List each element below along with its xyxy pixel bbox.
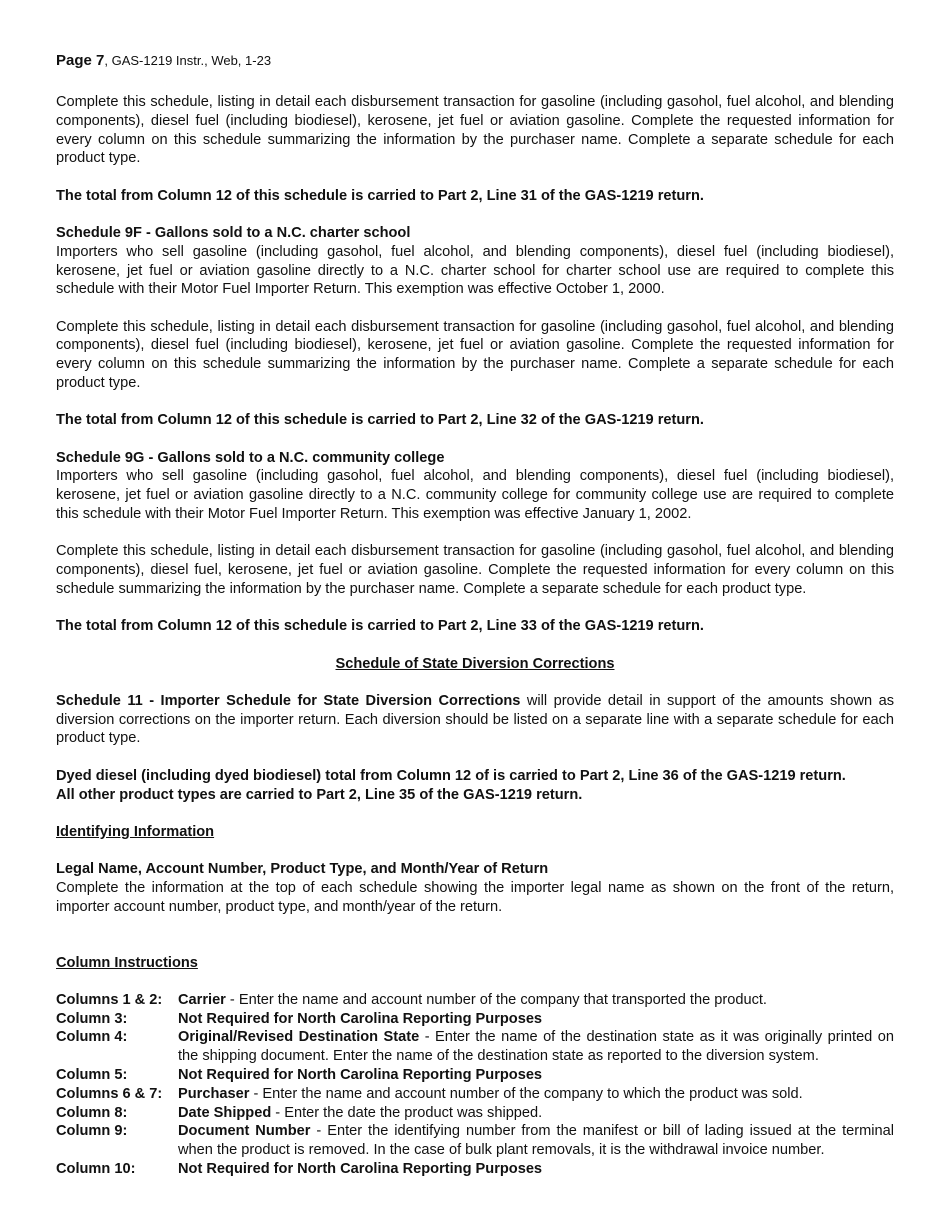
column-instructions-heading: Column Instructions bbox=[56, 954, 198, 971]
column-row: Column 10: Not Required for North Carolina Reporting Purposes bbox=[56, 1160, 543, 1177]
column-row: Columns 6 & 7: Purchaser - Enter the name and account number of the company to which the product was sold. bbox=[56, 1085, 803, 1102]
diversion-heading: Schedule of State Diversion Corrections bbox=[335, 655, 615, 672]
other-products-total: All other product types are carried to Part 2, Line 35 of the GAS-1219 return. bbox=[56, 786, 583, 803]
column-row: Column 9: Document Number - Enter the identifying number from the manifest or bill of lading issued at the terminal when the product is removed. In the case of bulk plant removals, it is the withdrawal invoice number. bbox=[56, 1123, 895, 1159]
schedule-11-title: Schedule 11 - Importer Schedule for State Diversion Corrections bbox=[56, 692, 521, 709]
column-row: Column 3: Not Required for North Carolina Reporting Purposes bbox=[56, 1010, 543, 1027]
schedule-9g-complete: Complete this schedule, listing in detail each disbursement transaction for gasoline (including gasohol, fuel alcohol, and blending components), diesel fuel, kerosene, jet fuel or aviation gasoline. Complete the requested information for every column on this schedule summarizing the information by the purchaser name. Complete a separate schedule for each product type. bbox=[56, 543, 894, 597]
identifying-body: Complete the information at the top of each schedule showing the importer legal name as shown on the front of the return, importer account number, product type, and month/year of the return. bbox=[56, 879, 894, 915]
schedule-9g-body: Importers who sell gasoline (including gasohol, fuel alcohol, and blending components), diesel fuel (including biodiesel), kerosene, jet fuel or aviation gasoline directly to a N.C. community college for community college use are required to complete this schedule with their Motor Fuel Importer Return. This exemption was effective January 1, 2002. bbox=[56, 468, 894, 523]
schedule-9g-title: Schedule 9G - Gallons sold to a N.C. community college bbox=[56, 449, 445, 466]
schedule-intro-paragraph: Complete this schedule, listing in detail each disbursement transaction for gasoline (including gasohol, fuel alcohol, and blending components), diesel fuel (including biodiesel), kerosene, jet fuel or aviation gasoline. Complete the requested information for every column on this schedule summarizing the information by the purchaser name. Complete a separate schedule for each product type. bbox=[56, 94, 894, 167]
identifying-heading: Identifying Information bbox=[56, 823, 215, 840]
page-header bbox=[56, 52, 894, 69]
document-page bbox=[56, 52, 894, 1179]
column-row: Column 5: Not Required for North Carolina Reporting Purposes bbox=[56, 1066, 543, 1083]
schedule-9f-complete: Complete this schedule, listing in detail each disbursement transaction for gasoline (including gasohol, fuel alcohol, and blending components), diesel fuel (including biodiesel), kerosene, jet fuel or aviation gasoline. Complete the requested information for every column on this schedule summarizing the information by the purchaser name. Complete a separate schedule for each product type. bbox=[56, 318, 894, 392]
total-line-33: The total from Column 12 of this schedule is carried to Part 2, Line 33 of the GAS-1219 return. bbox=[56, 618, 704, 635]
page-number: Page 7 bbox=[56, 52, 105, 69]
identifying-subheading: Legal Name, Account Number, Product Type, and Month/Year of Return bbox=[56, 861, 549, 878]
schedule-11-paragraph bbox=[56, 692, 894, 748]
column-row: Column 8: Date Shipped - Enter the date the product was shipped. bbox=[56, 1104, 543, 1121]
column-instructions-list bbox=[56, 991, 894, 1179]
total-line-32: The total from Column 12 of this schedule is carried to Part 2, Line 32 of the GAS-1219 return. bbox=[56, 412, 704, 429]
schedule-9f-title: Schedule 9F - Gallons sold to a N.C. charter school bbox=[56, 224, 411, 241]
column-row: Columns 1 & 2: Carrier - Enter the name and account number of the company that transported the product. bbox=[56, 991, 767, 1008]
dyed-diesel-total: Dyed diesel (including dyed biodiesel) total from Column 12 of is carried to Part 2, Line 36 of the GAS-1219 return. bbox=[56, 767, 846, 784]
total-line-31: The total from Column 12 of this schedule is carried to Part 2, Line 31 of the GAS-1219 return. bbox=[56, 187, 704, 204]
schedule-11-body: will provide detail in support of the amounts shown as diversion corrections on the importer return. Each diversion should be listed on a separate line with a separate schedule for each product type. bbox=[56, 692, 894, 747]
schedule-9f-body: Importers who sell gasoline (including gasohol, fuel alcohol, and blending components), diesel fuel (including biodiesel), kerosene, jet fuel or aviation gasoline directly to a N.C. charter school for charter school use are required to complete this schedule with their Motor Fuel Importer Return. This exemption was effective October 1, 2000. bbox=[56, 243, 894, 298]
column-row: Column 4: Original/Revised Destination State - Enter the name of the destination state as it was originally printed on the shipping document. Enter the name of the destination state as reported to the diversion system. bbox=[56, 1029, 894, 1065]
form-reference: , GAS-1219 Instr., Web, 1-23 bbox=[104, 53, 272, 68]
